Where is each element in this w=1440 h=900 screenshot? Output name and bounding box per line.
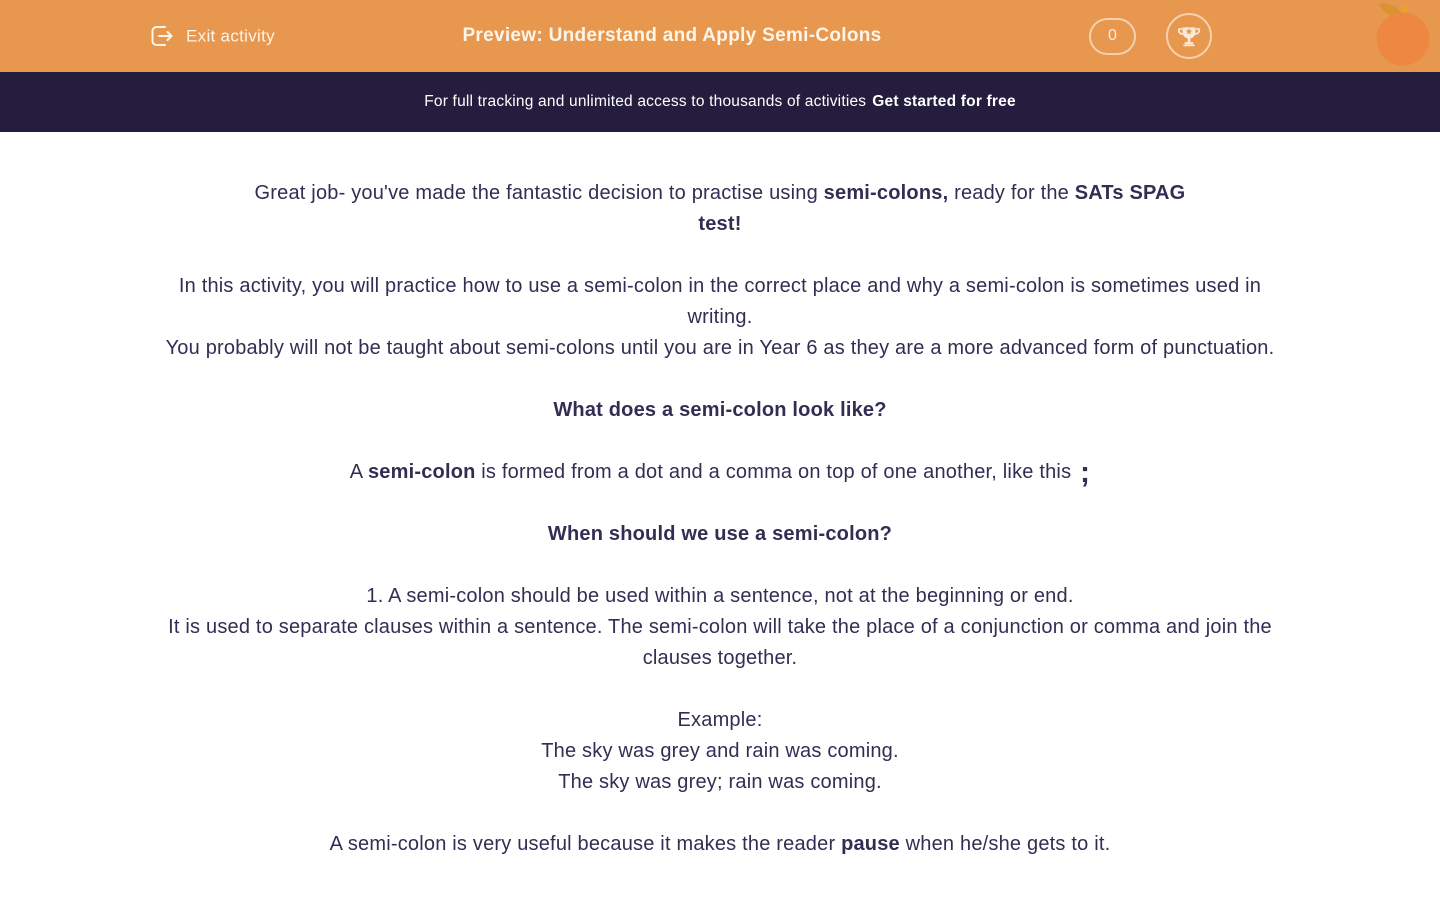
exit-icon — [148, 23, 175, 50]
text-segment: Great job- you've made the fantastic decision to practise using — [254, 182, 824, 204]
orange-fruit-logo-icon — [1374, 2, 1432, 66]
intro-line-1 — [150, 178, 1290, 209]
top-header-bar — [0, 0, 1440, 72]
score-counter — [1089, 18, 1136, 55]
bold-semi-colons: semi-colons, — [823, 182, 949, 204]
text-segment: when he/she gets to it. — [899, 833, 1111, 855]
heading-what-does-it-look-like: What does a semi-colon look like? — [553, 399, 887, 421]
example-sentence-2: The sky was grey; rain was coming. — [558, 771, 882, 793]
trophy-icon — [1176, 23, 1202, 49]
signup-banner — [0, 72, 1440, 132]
activity-description-paragraph — [150, 271, 1290, 364]
exit-activity-button[interactable] — [148, 23, 275, 50]
description-line-1: In this activity, you will practice how to use a semi-colon in the correct place and why a semi-colon is sometimes used in writing. — [178, 275, 1262, 328]
text-segment: A semi-colon is very useful because it makes the reader — [329, 833, 842, 855]
bold-pause: pause — [841, 833, 900, 855]
text-segment: A — [349, 461, 368, 483]
get-started-link[interactable]: Get started for free — [872, 93, 1016, 110]
header-badges — [1089, 13, 1212, 59]
intro-line-2 — [150, 209, 1290, 240]
heading-when-should-we-use: When should we use a semi-colon? — [547, 523, 893, 545]
rule-line-1: 1. A semi-colon should be used within a sentence, not at the beginning or end. — [366, 585, 1074, 607]
bold-test: test! — [698, 213, 742, 235]
text-segment: ready for the — [948, 182, 1075, 204]
page-title: Preview: Understand and Apply Semi-Colons — [462, 25, 882, 46]
banner-text: For full tracking and unlimited access to thousands of activities — [424, 93, 867, 110]
intro-paragraph — [150, 178, 1290, 240]
bold-semi-colon: semi-colon — [367, 461, 476, 483]
semi-colon-formation-paragraph — [150, 457, 1290, 488]
example-paragraph — [150, 705, 1290, 798]
trophy-badge[interactable] — [1166, 13, 1212, 59]
score-value: 0 — [1108, 27, 1117, 44]
example-sentence-1: The sky was grey and rain was coming. — [541, 740, 899, 762]
text-segment: is formed from a dot and a comma on top of one another, like this — [475, 461, 1078, 483]
brand-logo — [1374, 2, 1432, 66]
bold-sats-spag: SATs SPAG — [1074, 182, 1186, 204]
rule-line-2: It is used to separate clauses within a sentence. The semi-colon will take the place of a conjunction or comma and join the clauses together. — [168, 616, 1272, 669]
exit-activity-label: Exit activity — [186, 26, 275, 45]
description-line-2: You probably will not be taught about semi-colons until you are in Year 6 as they are a more advanced form of punctuation. — [165, 337, 1275, 359]
activity-content — [150, 178, 1290, 860]
rule-one-paragraph — [150, 581, 1290, 674]
big-semicolon-glyph: ; — [1080, 456, 1091, 489]
example-label: Example: — [677, 709, 763, 731]
pause-paragraph — [150, 829, 1290, 860]
